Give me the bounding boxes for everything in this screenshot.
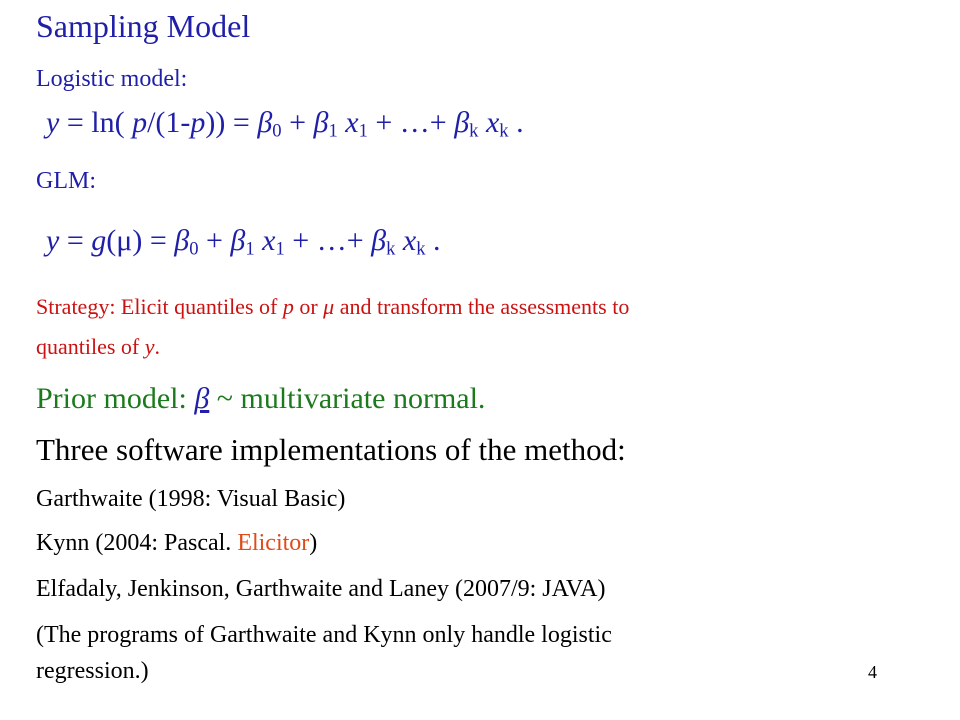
glm-equation: $y = g(\mu) = \beta_0 + \beta_1$ $x_1$ + …+ $\beta_k$ $x_k$ .	[46, 224, 441, 260]
elicitor-name: Elicitor	[237, 530, 310, 556]
beta-vector: β	[194, 382, 210, 415]
note-line-1: (The programs of Garthwaite and Kynn only handle logistic	[36, 622, 612, 648]
logistic-equation: y = ln( $p/(1-p)) = \beta_0 + \beta_1$ $x_1$ + …+ $\beta_k$ $x_k$ .	[46, 106, 524, 142]
strategy-line-2: quantiles of y.	[36, 334, 161, 359]
implementation-elfadaly: Elfadaly, Jenkinson, Garthwaite and Laney (2007/9: JAVA)	[36, 576, 606, 602]
prior-model: Prior model: β ~ multivariate normal.	[36, 382, 486, 415]
note-line-2: regression.)	[36, 658, 149, 684]
slide-title: Sampling Model	[36, 8, 251, 44]
strategy-line-1: Strategy: Elicit quantiles of p or μ and transform the assessments to	[36, 294, 630, 319]
implementations-heading: Three software implementations of the method:	[36, 432, 626, 467]
page-number: 4	[868, 662, 877, 682]
glm-label: GLM:	[36, 168, 96, 194]
implementation-kynn: Kynn (2004: Pascal. Elicitor)	[36, 530, 318, 556]
implementation-garthwaite: Garthwaite (1998: Visual Basic)	[36, 486, 346, 512]
logistic-label: Logistic model:	[36, 66, 188, 92]
